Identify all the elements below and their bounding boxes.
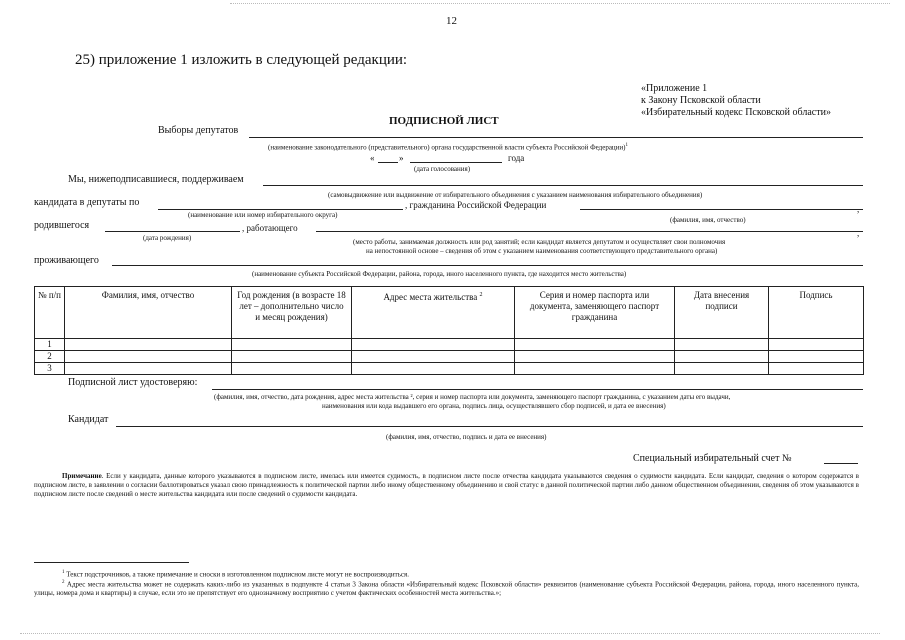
working-label: , работающего <box>242 223 298 233</box>
row-number: 2 <box>35 351 65 363</box>
candidate-label: Кандидат <box>68 414 109 425</box>
nomination-hint: (самовыдвижение или выдвижение от избирательного объединения с указанием наименования избирательного объединения) <box>328 191 703 199</box>
row-number: 3 <box>35 363 65 375</box>
scan-artifact-bottom <box>20 633 880 634</box>
cell-address[interactable] <box>352 339 515 351</box>
year-label: года <box>508 153 525 163</box>
note-paragraph: Примечание. Если у кандидата, данные которого указываются в подписном листе, имелась или имеется судимость, в подписном листе после отчества кандидата указываются сведения о судимости кандидата. Если кандидат, сведения о котором содержатся в подписном листе, в заявлении о согласии баллотироваться указал свою принадлежность к политической партии либо иному общественному объединению и свой статус в данной политической партии либо данном общественном объединении, сведения об этом указываются в подписном листе после сведений о месте жительства кандидата или после сведений о судимости кандидата. <box>34 472 859 498</box>
residence-hint: (наименование субъекта Российской Федерации, района, города, иного населенного пункта, где находится место жительства) <box>252 270 627 278</box>
col-address: Адрес места жительства $^2$ <box>352 287 515 339</box>
birth-date-field[interactable] <box>105 231 240 232</box>
certifier-hint-1: (фамилия, имя, отчество, дата рождения, адрес места жительства ², серия и номер паспорта или документа, заменяющего паспорт гражданина, с указанием даты его выдачи, <box>214 393 731 401</box>
col-birth-year: Год рождения (в возрасте 18 лет – дополнительно число и месяц рождения) <box>232 287 352 339</box>
comma-2: , <box>857 228 860 238</box>
special-account-label: Специальный избирательный счет № <box>633 453 792 464</box>
body-hint: (наименование законодательного (представительного) органа государственной власти субъекта Российской Федерации)$^1$ <box>268 143 628 152</box>
col-passport: Серия и номер паспорта или документа, заменяющего паспорт гражданина <box>515 287 675 339</box>
table-row <box>35 339 864 351</box>
col-sign-date: Дата внесения подписи <box>675 287 769 339</box>
table-row <box>35 351 864 363</box>
work-hint-2: на непостоянной основе – сведения об этом с указанием наименования соответствующего представительного органа) <box>366 247 718 255</box>
cell-signature[interactable] <box>769 363 864 375</box>
appendix-line-3: «Избирательный кодекс Псковской области» <box>641 107 831 118</box>
form-title: ПОДПИСНОЙ ЛИСТ <box>389 115 499 127</box>
cell-fio[interactable] <box>65 351 232 363</box>
district-field[interactable] <box>158 209 403 210</box>
appendix-line-2: к Закону Псковской области <box>641 95 761 106</box>
voting-date-hint: (дата голосования) <box>414 165 471 173</box>
fio-hint: (фамилия, имя, отчество) <box>670 216 746 224</box>
cell-address[interactable] <box>352 351 515 363</box>
elections-label: Выборы депутатов <box>158 125 239 136</box>
work-field[interactable] <box>316 231 863 232</box>
cell-address[interactable] <box>352 363 515 375</box>
candidate-hint: (фамилия, имя, отчество, подпись и дата ее внесения) <box>386 433 547 441</box>
candidate-field[interactable] <box>116 426 863 427</box>
col-number: № п/п <box>35 287 65 339</box>
comma-1: , <box>857 204 860 214</box>
signatures-table <box>34 286 864 375</box>
footnote-1: $^1$ Текст подстрочников, а также примечание и сноски в изготовленном подписном листе могут не воспроизводиться. <box>62 570 409 579</box>
month-year-field[interactable] <box>410 162 502 163</box>
footnote-separator <box>34 562 189 563</box>
cell-signature[interactable] <box>769 339 864 351</box>
quote-open: « <box>370 153 375 163</box>
candidate-prefix: кандидата в депутаты по <box>34 197 140 208</box>
row-number: 1 <box>35 339 65 351</box>
day-field[interactable] <box>378 162 398 163</box>
col-fio: Фамилия, имя, отчество <box>65 287 232 339</box>
cell-sign-date[interactable] <box>675 351 769 363</box>
cell-passport[interactable] <box>515 339 675 351</box>
nomination-field[interactable] <box>263 185 863 186</box>
birth-date-hint: (дата рождения) <box>143 234 192 242</box>
cell-fio[interactable] <box>65 339 232 351</box>
table-row <box>35 363 864 375</box>
cell-sign-date[interactable] <box>675 363 769 375</box>
certifier-hint-2: наименования или кода выдавшего его органа, подпись лица, осуществлявшего сбор подписей, и дата ее внесения) <box>322 402 666 410</box>
district-hint: (наименование или номер избирательного округа) <box>188 211 338 219</box>
special-account-field[interactable] <box>824 463 858 464</box>
born-label: родившегося <box>34 220 90 231</box>
appendix-line-1: «Приложение 1 <box>641 83 708 94</box>
certify-label: Подписной лист удостоверяю: <box>68 377 198 388</box>
table-header-row <box>35 287 864 339</box>
col-signature: Подпись <box>769 287 864 339</box>
cell-passport[interactable] <box>515 363 675 375</box>
quote-close: » <box>399 153 404 163</box>
citizen-label: , гражданина Российской Федерации <box>405 200 547 210</box>
cell-passport[interactable] <box>515 351 675 363</box>
page-number: 12 <box>446 15 457 27</box>
cell-birth-year[interactable] <box>232 363 352 375</box>
fio-field[interactable] <box>580 209 863 210</box>
living-label: проживающего <box>34 255 99 266</box>
amendment-heading: 25) приложение 1 изложить в следующей редакции: <box>75 52 408 68</box>
cell-birth-year[interactable] <box>232 351 352 363</box>
elections-field[interactable] <box>249 137 863 138</box>
footnote-2: $^2$ Адрес места жительства может не содержать каких-либо из указанных в подпункте 4 статьи 3 Закона области «Избирательный кодекс Псковской области» реквизитов (наименование субъекта Российской Федерации, района, города, иного населенного пункта, улицы, номера дома и квартиры) в случае, если это не препятствует его однозначному восприятию с учетом фактических особенностей места жительства.»; <box>34 580 860 598</box>
residence-field[interactable] <box>112 265 863 266</box>
certifier-field[interactable] <box>212 389 863 390</box>
scan-artifact-top <box>230 3 890 4</box>
cell-sign-date[interactable] <box>675 339 769 351</box>
cell-fio[interactable] <box>65 363 232 375</box>
work-hint-1: (место работы, занимаемая должность или род занятий; если кандидат является депутатом и осуществляет свои полномочия <box>353 238 726 246</box>
cell-birth-year[interactable] <box>232 339 352 351</box>
cell-signature[interactable] <box>769 351 864 363</box>
support-label: Мы, нижеподписавшиеся, поддерживаем <box>68 174 244 185</box>
